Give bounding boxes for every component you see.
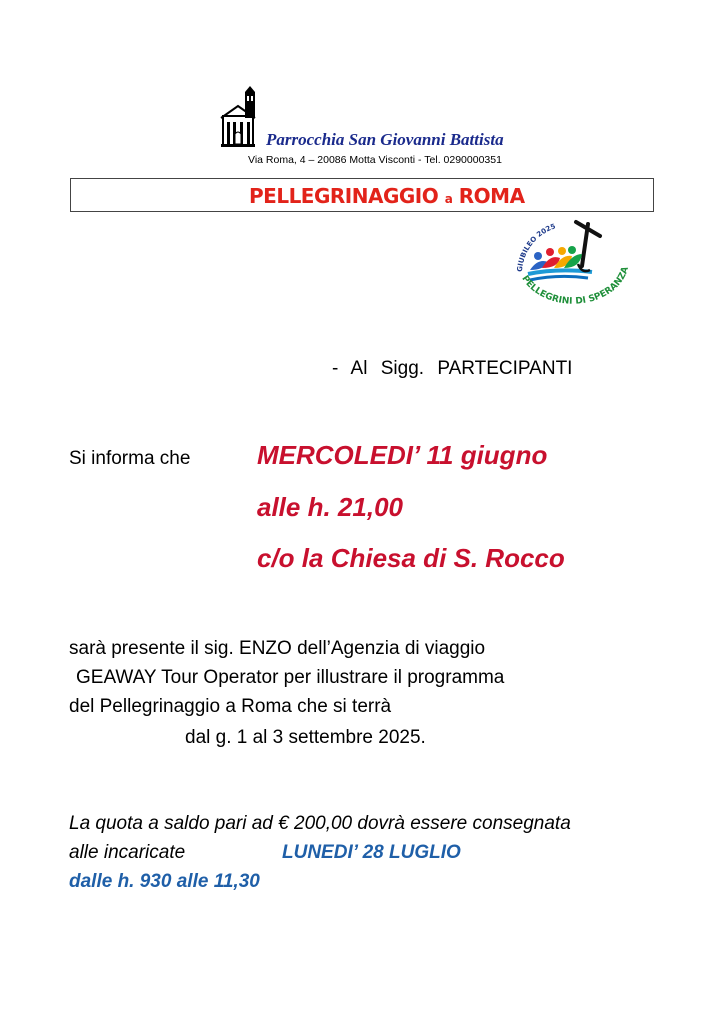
payment-line-1: La quota a saldo pari ad € 200,00 dovrà essere consegnata bbox=[69, 813, 571, 834]
parish-name: Parrocchia San Giovanni Battista bbox=[266, 130, 504, 149]
title-main: PELLEGRINAGGIO bbox=[249, 184, 439, 208]
title-end: ROMA bbox=[458, 184, 525, 208]
recipients-line: - Al Sigg. PARTECIPANTI bbox=[332, 358, 573, 379]
logo-year-text: GIUBILEO 2025 bbox=[515, 222, 557, 273]
meeting-time: alle h. 21,00 bbox=[257, 492, 403, 522]
meeting-date: MERCOLEDI’ 11 giugno bbox=[257, 440, 548, 470]
parish-address: Via Roma, 4 – 20086 Motta Visconti - Tel. 0290000351 bbox=[248, 154, 502, 166]
payment-deadline: LUNEDI’ 28 LUGLIO bbox=[282, 842, 461, 863]
title-box bbox=[70, 178, 654, 212]
jubilee-2025-logo bbox=[508, 214, 632, 312]
payment-hours: dalle h. 930 alle 11,30 bbox=[69, 871, 260, 892]
logo-motto: PELLEGRINI DI SPERANZA bbox=[519, 265, 631, 307]
body-line-3: del Pellegrinaggio a Roma che si terrà bbox=[69, 696, 392, 717]
body-line-1: sarà presente il sig. ENZO dell’Agenzia di viaggio bbox=[69, 638, 486, 659]
body-line-4: dal g. 1 al 3 settembre 2025. bbox=[185, 727, 426, 748]
inform-label: Si informa che bbox=[69, 448, 191, 469]
meeting-place: c/o la Chiesa di S. Rocco bbox=[257, 543, 565, 573]
body-line-2: GEAWAY Tour Operator per illustrare il programma bbox=[76, 667, 505, 688]
page-title bbox=[249, 184, 525, 208]
title-connector: a bbox=[444, 192, 453, 206]
church-icon bbox=[219, 86, 259, 148]
payment-line-2-prefix: alle incaricate bbox=[69, 842, 186, 863]
